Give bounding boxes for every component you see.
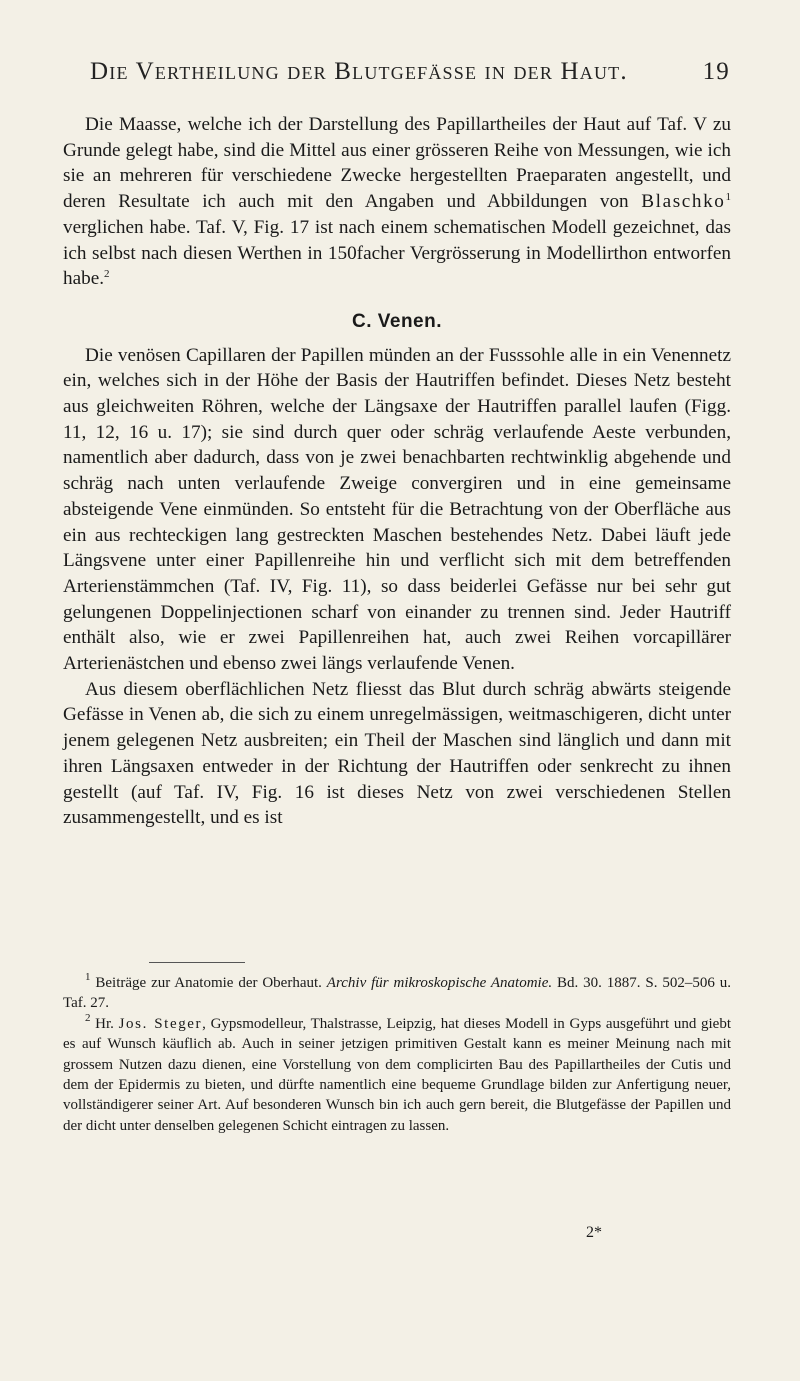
running-head	[68, 58, 730, 88]
footnote-1-journal: Archiv für mikroskopische Anatomie.	[326, 975, 553, 991]
signature-mark: 2*	[586, 1224, 602, 1241]
author-name-blaschko: Blaschko	[641, 191, 726, 213]
footnote-1-mark: 1	[85, 971, 91, 983]
paragraph-measurements	[63, 112, 731, 292]
footnote-2-name: Jos. Steger	[118, 1015, 203, 1032]
paragraph-venous-network: Die venösen Capillaren der Papillen münden an der Fusssohle alle in ein Venennetz ein, welches sich in der Höhe der Basis der Hautriffen befindet. Dieses Netz besteht aus gleichweiten Röhren, welche der Längsaxe der Hautriffen parallel laufen (Figg. 11, 12, 16 u. 17); sie sind durch quer oder schräg verlaufende Aeste verbunden, namentlich aber dadurch, dass von je zwei benachbarten rechtwinklig abgehende und schräg nach unten verlaufende Zweige convergiren und in eine gemeinsame absteigende Vene einmünden. So entsteht für die Betrachtung von der Oberfläche aus ein aus rechteckigen lang gestreckten Maschen bestehendes Netz. Dabei läuft jede Längsvene unter einer Papillenreihe hin und verflicht sich mit dem betreffenden Arterienstämmchen (Taf. IV, Fig. 11), so dass beiderlei Gefässe nur bei sehr gut gelungenen Doppelinjectionen scharf von einander zu trennen sind. Jeder Hautriff enthält also, wie er zwei Papillenreihen hat, auch zwei Reihen vorcapillärer Arterienästchen und ebenso zwei längs verlaufende Venen.	[63, 344, 731, 675]
footnote-2-mark: 2	[85, 1011, 91, 1024]
body-text	[63, 112, 731, 831]
section-heading: C. Venen.	[351, 310, 443, 332]
footnotes	[63, 973, 731, 1136]
footnote-1-text-a: Beiträge zur Anatomie der Oberhaut.	[90, 975, 327, 991]
footnote-ref-1: 1	[725, 191, 731, 204]
footnote-2-hr: Hr.	[90, 1015, 119, 1032]
footnote-1	[63, 973, 731, 1014]
paragraph-deeper-network: Aus diesem oberflächlichen Netz fliesst das Blut durch schräg abwärts steigende Gefässe in Venen ab, die sich zu einem unregelmässigen, weitmaschigeren, dicht unter jenem gelegenen Netz ausbreiten; ein Theil der Maschen sind länglich und dann mit ihren Längsaxen entweder in der Richtung der Hautriffen oder senkrecht zu ihnen gestellt (auf Taf. IV, Fig. 16 ist dieses Netz von zwei verschiedenen Stellen zusammengestellt, und es ist	[63, 678, 731, 829]
footnote-separator	[149, 962, 245, 963]
footnote-1-text-b: Bd. 30. 1887. S. 502–506 u. Taf. 27.	[63, 975, 732, 1012]
para1-text-a: Die Maasse, welche ich der Darstellung des Papillartheiles der Haut auf Taf. V zu Grunde gelegt habe, sind die Mittel aus einer grösseren Reihe von Messungen, wie ich sie an mehreren für verschiedene Zwecke hergestellten Praeparaten angestellt, und deren Resultate ich auch mit den Angaben und Abbildungen von	[63, 114, 731, 213]
footnote-2	[63, 1011, 732, 1136]
para1-text-b: verglichen habe. Taf. V, Fig. 17 ist nach einem schematischen Modell gezeichnet, das ich selbst nach diesen Werthen in 150facher Vergrösserung in Modellirthon entworfen habe.	[63, 216, 731, 290]
page-number: 19	[702, 58, 730, 85]
footnote-2-text: , Gypsmodelleur, Thalstrasse, Leipzig, hat dieses Modell in Gyps ausgeführt und giebt es auf Wunsch käuflich ab. Auch in seiner jetzigen primitiven Gestalt kann es meiner Meinung nach mit grossem Nutzen dazu dienen, eine Vorstellung von dem complicirten Bau des Papillartheiles der Cutis und dem der Epidermis zu bieten, und dürfte namentlich eine bequeme Grundlage bilden zur Anfertigung neuer, vollständigerer seiner Art. Auf besonderen Wunsch bin ich auch gern bereit, die Blutgefässe der Papillen und der dicht unter denselben gelegenen Schicht eintragen zu lassen.	[63, 1015, 732, 1134]
running-head-title: Die Vertheilung der Blutgefässe in der Haut.	[90, 58, 628, 85]
footnote-ref-2: 2	[104, 268, 110, 281]
